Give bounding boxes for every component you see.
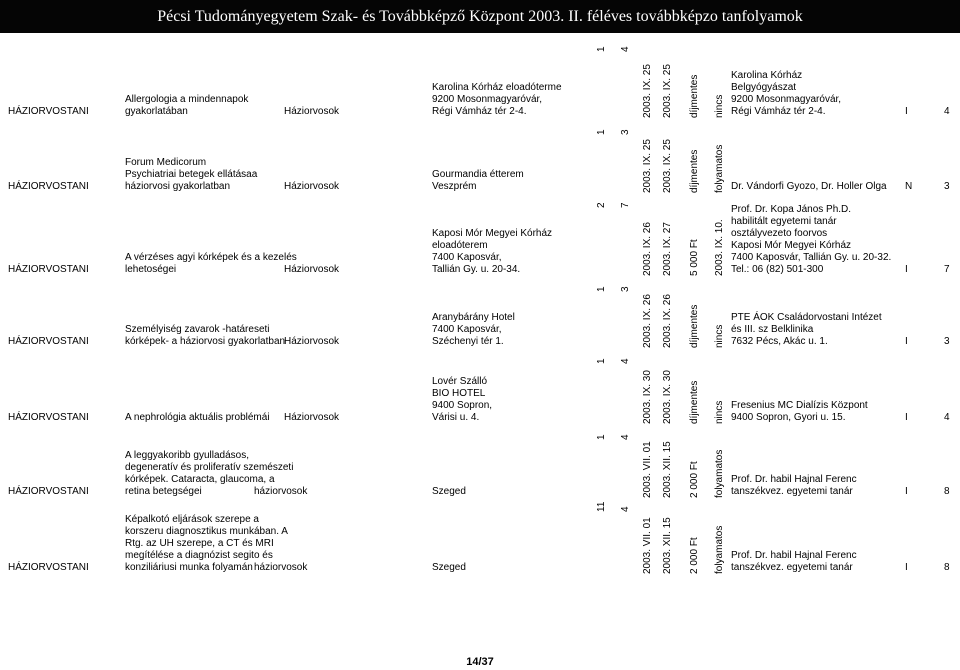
vertical-date-start: 2003. IX. 25 <box>642 64 653 118</box>
organizer-line: és III. sz Belklinika <box>731 324 814 335</box>
venue-line: Tallián Gy. u. 20-34. <box>432 264 521 275</box>
course-type: HÁZIORVOSTANI <box>8 264 89 275</box>
vertical-n2: 4 <box>620 358 631 364</box>
vertical-date-start: 2003. IX. 26 <box>642 222 653 276</box>
venue-line: Kaposi Mór Megyei Kórház <box>432 228 553 239</box>
vertical-n1: 11 <box>596 501 607 512</box>
vertical-n2: 7 <box>620 202 631 208</box>
category-letter: I <box>905 106 908 117</box>
category-number: 3 <box>944 181 950 192</box>
category-letter: I <box>905 336 908 347</box>
vertical-credit: folyamatos <box>714 144 725 193</box>
course-title-line: degeneratív és proliferatív szemészeti <box>125 462 294 473</box>
organizer-line: 7632 Pécs, Akác u. 1. <box>731 336 828 347</box>
vertical-fee: díjmentes <box>689 149 700 193</box>
organizer-line: Fresenius MC Dialízis Központ <box>731 400 868 411</box>
organizer-line: Prof. Dr. habil Hajnal Ferenc <box>731 550 857 561</box>
organizer-line: Tel.: 06 (82) 501-300 <box>731 264 824 275</box>
course-type: HÁZIORVOSTANI <box>8 486 89 497</box>
course-title-line: A nephrológia aktuális problémái <box>125 412 270 423</box>
course-title-line: A leggyakoribb gyulladásos, <box>125 450 249 461</box>
organizer-line: osztályvezeto foorvos <box>731 228 828 239</box>
course-title-line: kórképek- a háziorvosi gyakorlatban <box>125 336 286 347</box>
venue-line: 9200 Mosonmagyaróvár, <box>432 94 543 105</box>
venue-line: 7400 Kaposvár, <box>432 324 502 335</box>
course-title-line: A vérzéses agyi kórképek és a kezelés <box>125 252 297 263</box>
vertical-fee: 2 000 Ft <box>689 537 700 574</box>
vertical-date-start: 2003. IX. 26 <box>642 294 653 348</box>
course-title-line: háziorvosi gyakorlatban <box>125 181 231 192</box>
vertical-n1: 1 <box>596 434 607 440</box>
venue-line: Karolina Kórház eloadóterme <box>432 82 562 93</box>
vertical-n2: 4 <box>620 506 631 512</box>
venue-line: Lovér Szálló <box>432 376 488 387</box>
course-title-line: Személyiség zavarok -határeseti <box>125 324 270 335</box>
category-number: 3 <box>944 336 950 347</box>
vertical-credit: nincs <box>714 94 725 118</box>
course-title-line: kórképek. Cataracta, glaucoma, a <box>125 474 275 485</box>
course-type: HÁZIORVOSTANI <box>8 412 89 423</box>
vertical-date-end: 2003. IX. 30 <box>662 370 673 424</box>
course-title-line: konziliáriusi munka folyamán <box>125 562 253 573</box>
course-title-line: retina betegségei <box>125 486 202 497</box>
venue-line: Veszprém <box>432 181 477 192</box>
category-letter: I <box>905 486 908 497</box>
venue-line: eloadóterem <box>432 240 488 251</box>
vertical-fee: 5 000 Ft <box>689 239 700 276</box>
target-group: Háziorvosok <box>284 181 340 192</box>
vertical-n2: 3 <box>620 129 631 135</box>
venue-line: Gourmandia étterem <box>432 169 524 180</box>
organizer-line: Régi Vámház tér 2-4. <box>731 106 826 117</box>
table-row <box>0 500 960 576</box>
vertical-fee: 2 000 Ft <box>689 461 700 498</box>
vertical-date-end: 2003. IX. 27 <box>662 222 673 276</box>
category-number: 4 <box>944 412 950 423</box>
page-title: Pécsi Tudományegyetem Szak- és Továbbképző Központ 2003. II. féléves továbbképzo tanfolyamok <box>157 7 803 25</box>
vertical-date-end: 2003. IX. 26 <box>662 294 673 348</box>
table-row <box>0 280 960 350</box>
course-type: HÁZIORVOSTANI <box>8 181 89 192</box>
vertical-date-end: 2003. IX. 25 <box>662 64 673 118</box>
table-row <box>0 196 960 278</box>
page-number: 14/37 <box>466 656 494 668</box>
course-type: HÁZIORVOSTANI <box>8 106 89 117</box>
table-row <box>0 352 960 426</box>
category-number: 4 <box>944 106 950 117</box>
organizer-line: Belgyógyászat <box>731 82 797 93</box>
organizer-line: Dr. Vándorfi Gyozo, Dr. Holler Olga <box>731 181 887 192</box>
page-header <box>0 0 960 33</box>
course-type: HÁZIORVOSTANI <box>8 336 89 347</box>
vertical-n1: 1 <box>596 358 607 364</box>
vertical-n1: 1 <box>596 129 607 135</box>
category-letter: I <box>905 264 908 275</box>
vertical-credit: nincs <box>714 400 725 424</box>
course-title-line: Rtg. az UH szerepe, a CT és MRI <box>125 538 274 549</box>
organizer-line: tanszékvez. egyetemi tanár <box>731 486 853 497</box>
vertical-n2: 4 <box>620 46 631 52</box>
target-group: Háziorvosok <box>284 336 340 347</box>
target-group: Háziorvosok <box>284 412 340 423</box>
organizer-line: Prof. Dr. habil Hajnal Ferenc <box>731 474 857 485</box>
vertical-date-end: 2003. XII. 15 <box>662 517 673 574</box>
vertical-date-start: 2003. IX. 25 <box>642 139 653 193</box>
target-group: háziorvosok <box>254 486 308 497</box>
venue-line: Aranybárány Hotel <box>432 312 515 323</box>
course-title-line: Allergologia a mindennapok <box>125 94 249 105</box>
category-number: 8 <box>944 562 950 573</box>
target-group: Háziorvosok <box>284 264 340 275</box>
course-title-line: Forum Medicorum <box>125 157 207 168</box>
target-group: háziorvosok <box>254 562 308 573</box>
venue-line: Várisi u. 4. <box>432 412 480 423</box>
category-letter: N <box>905 181 913 192</box>
course-title-line: Psychiatriai betegek ellátásaa <box>125 169 258 180</box>
venue-line: Széchenyi tér 1. <box>432 336 504 347</box>
category-number: 8 <box>944 486 950 497</box>
course-title-line: gyakorlatában <box>125 106 188 117</box>
course-title-line: lehetoségei <box>125 264 177 275</box>
organizer-line: 9200 Mosonmagyaróvár, <box>731 94 842 105</box>
course-title-line: megítélése a diagnózist segito és <box>125 550 273 561</box>
vertical-fee: díjmentes <box>689 74 700 118</box>
vertical-fee: díjmentes <box>689 380 700 424</box>
venue-line: Szeged <box>432 486 466 497</box>
organizer-line: Prof. Dr. Kopa János Ph.D. <box>731 204 852 215</box>
venue-line: Szeged <box>432 562 466 573</box>
table-row <box>0 40 960 120</box>
course-type: HÁZIORVOSTANI <box>8 562 89 573</box>
vertical-n1: 2 <box>596 202 607 208</box>
category-number: 7 <box>944 264 950 275</box>
course-title-line: korszeru diagnosztikus munkában. A <box>125 526 288 537</box>
vertical-credit: nincs <box>714 324 725 348</box>
table-row <box>0 123 960 195</box>
target-group: Háziorvosok <box>284 106 340 117</box>
vertical-date-start: 2003. VII. 01 <box>642 517 653 574</box>
vertical-credit: folyamatos <box>714 449 725 498</box>
venue-line: 9400 Sopron, <box>432 400 493 411</box>
category-letter: I <box>905 412 908 423</box>
vertical-date-start: 2003. IX. 30 <box>642 370 653 424</box>
vertical-date-end: 2003. XII. 15 <box>662 441 673 498</box>
vertical-n2: 3 <box>620 286 631 292</box>
vertical-credit: folyamatos <box>714 525 725 574</box>
organizer-line: Karolina Kórház <box>731 70 803 81</box>
vertical-n1: 1 <box>596 46 607 52</box>
vertical-credit: 2003. IX. 10. <box>714 219 725 276</box>
organizer-line: Kaposi Mór Megyei Kórház <box>731 240 852 251</box>
course-title-line: Képalkotó eljárások szerepe a <box>125 514 259 525</box>
organizer-line: habilitált egyetemi tanár <box>731 216 837 227</box>
vertical-n1: 1 <box>596 286 607 292</box>
organizer-line: 9400 Sopron, Gyori u. 15. <box>731 412 846 423</box>
category-letter: I <box>905 562 908 573</box>
vertical-fee: díjmentes <box>689 304 700 348</box>
organizer-line: 7400 Kaposvár, Tallián Gy. u. 20-32. <box>731 252 892 263</box>
vertical-n2: 4 <box>620 434 631 440</box>
table-row <box>0 428 960 500</box>
organizer-line: PTE ÁOK Családorvostani Intézet <box>731 312 882 323</box>
venue-line: Régi Vámház tér 2-4. <box>432 106 527 117</box>
vertical-date-start: 2003. VII. 01 <box>642 441 653 498</box>
venue-line: BIO HOTEL <box>432 388 486 399</box>
organizer-line: tanszékvez. egyetemi tanár <box>731 562 853 573</box>
vertical-date-end: 2003. IX. 25 <box>662 139 673 193</box>
venue-line: 7400 Kaposvár, <box>432 252 502 263</box>
